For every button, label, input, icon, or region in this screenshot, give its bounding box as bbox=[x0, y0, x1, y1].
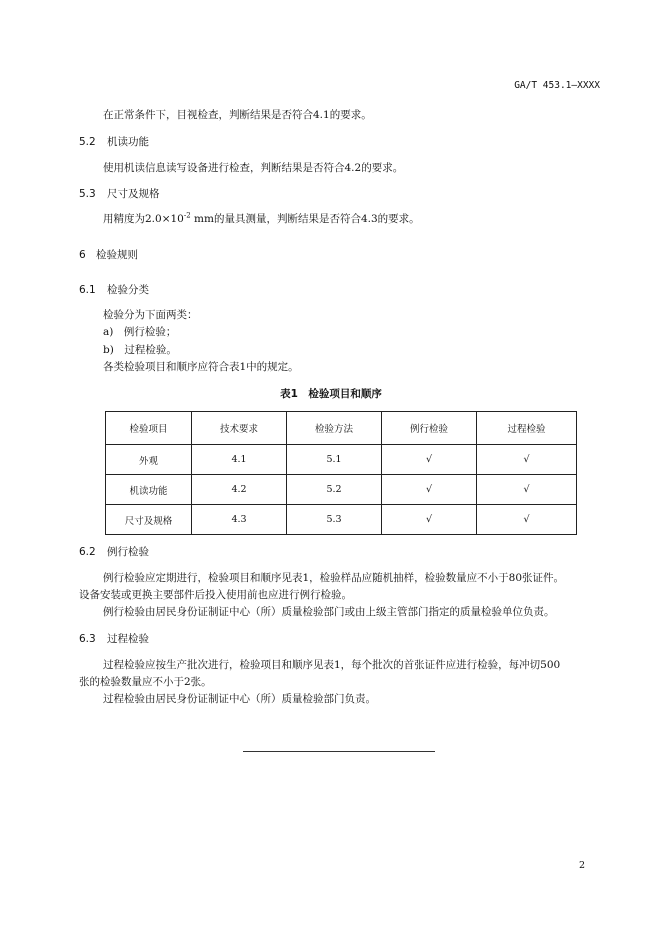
table-cell: 尺寸及规格 bbox=[106, 505, 192, 535]
heading-title: 过程检验 bbox=[107, 633, 149, 645]
table-header-cell: 例行检验 bbox=[382, 412, 477, 445]
heading-number: 6.2 bbox=[79, 546, 96, 558]
heading-number: 6 bbox=[79, 249, 86, 261]
table-cell: 4.3 bbox=[192, 505, 287, 535]
heading-number: 6.3 bbox=[79, 633, 96, 645]
table-cell: 外观 bbox=[106, 445, 192, 475]
table-cell: 4.2 bbox=[192, 475, 287, 505]
heading-6-3 bbox=[79, 631, 149, 646]
heading-number: 6.1 bbox=[79, 284, 96, 296]
heading-title: 机读功能 bbox=[107, 136, 149, 148]
list-item-b: b) 过程检验。 bbox=[103, 344, 177, 356]
table-cell: 4.1 bbox=[192, 445, 287, 475]
text-segment: 用精度为2.0×10 bbox=[103, 213, 184, 225]
table-cell: 5.2 bbox=[287, 475, 382, 505]
list-item-a: a) 例行检验； bbox=[103, 326, 177, 338]
paragraph-6-2-responsibility: 例行检验由居民身份证制证中心（所）质量检验部门或由上级主管部门指定的质量检验单位负责。 bbox=[103, 606, 555, 618]
table-header-cell: 过程检验 bbox=[477, 412, 577, 445]
paragraph-5-3 bbox=[103, 211, 420, 226]
paragraph-6-3-line-1: 过程检验应按生产批次进行，检验项目和顺序见表1，每个批次的首张证件应进行检验，每冲切500 bbox=[103, 659, 561, 671]
table-header-cell: 技术要求 bbox=[192, 412, 287, 445]
table-cell: √ bbox=[382, 445, 477, 475]
text-segment: mm的量具测量，判断结果是否符合4.3的要求。 bbox=[190, 213, 420, 225]
table-header-cell: 检验方法 bbox=[287, 412, 382, 445]
heading-title: 例行检验 bbox=[107, 546, 149, 558]
page-number: 2 bbox=[579, 860, 586, 871]
table-row bbox=[106, 445, 577, 475]
heading-title: 检验分类 bbox=[107, 284, 149, 296]
table-header-cell: 检验项目 bbox=[106, 412, 192, 445]
inspection-table bbox=[105, 411, 577, 535]
table-cell: √ bbox=[477, 475, 577, 505]
table-cell: √ bbox=[382, 505, 477, 535]
table-cell: 5.1 bbox=[287, 445, 382, 475]
paragraph-6-1-intro: 检验分为下面两类： bbox=[103, 309, 198, 321]
heading-5-3 bbox=[79, 186, 160, 201]
table-cell: 5.3 bbox=[287, 505, 382, 535]
table-cell: √ bbox=[477, 505, 577, 535]
table-row bbox=[106, 475, 577, 505]
table-cell: √ bbox=[382, 475, 477, 505]
paragraph-6-3-responsibility: 过程检验由居民身份证制证中心（所）质量检验部门负责。 bbox=[103, 693, 376, 705]
paragraph-6-2-line-1: 例行检验应定期进行，检验项目和顺序见表1，检验样品应随机抽样，检验数量应不小于80张证件。 bbox=[103, 572, 565, 584]
paragraph-6-2-line-2: 设备安装或更换主要部件后投入使用前也应进行例行检验。 bbox=[79, 589, 352, 601]
table-cell: 机读功能 bbox=[106, 475, 192, 505]
heading-6-2 bbox=[79, 544, 149, 559]
heading-number: 5.2 bbox=[79, 136, 96, 148]
paragraph-6-1-note: 各类检验项目和顺序应符合表1中的规定。 bbox=[103, 361, 299, 373]
heading-number: 5.3 bbox=[79, 188, 96, 200]
paragraph-5-2: 使用机读信息读写设备进行检查，判断结果是否符合4.2的要求。 bbox=[103, 162, 404, 174]
heading-title: 检验规则 bbox=[96, 249, 138, 261]
end-divider bbox=[243, 751, 435, 752]
heading-6 bbox=[79, 247, 138, 262]
table-cell: √ bbox=[477, 445, 577, 475]
heading-title: 尺寸及规格 bbox=[107, 188, 160, 200]
paragraph-6-3-line-2: 张的检验数量应不小于2张。 bbox=[79, 676, 212, 688]
standard-code-header: GA/T 453.1—XXXX bbox=[514, 80, 600, 91]
heading-6-1 bbox=[79, 282, 149, 297]
heading-5-2 bbox=[79, 134, 149, 149]
paragraph-5-1: 在正常条件下，目视检查，判断结果是否符合4.1的要求。 bbox=[103, 109, 372, 121]
table-caption: 表1 检验项目和顺序 bbox=[280, 388, 382, 400]
table-header-row bbox=[106, 412, 577, 445]
table-row bbox=[106, 505, 577, 535]
superscript: -2 bbox=[183, 211, 191, 220]
